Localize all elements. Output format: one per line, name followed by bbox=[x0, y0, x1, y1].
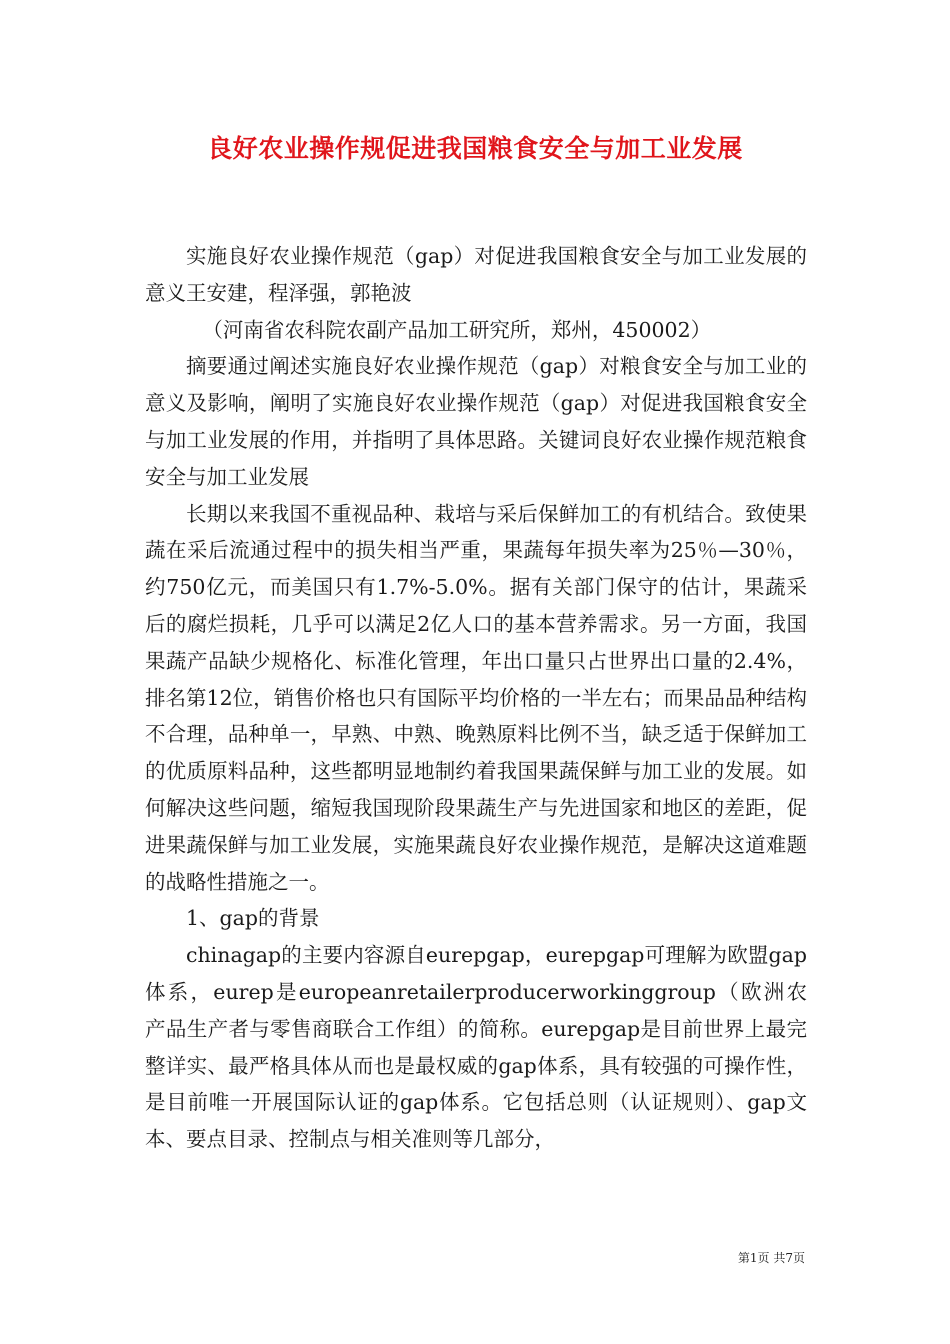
paragraph-background: 长期以来我国不重视品种、栽培与采后保鲜加工的有机结合。致使果蔬在采后流通过程中的损失相当严重，果蔬每年损失率为25％—30％，约750亿元，而美国只有1.7%-5.0%。据有关部门保守的估计，果蔬采后的腐烂损耗，几乎可以满足2亿人口的基本营养需求。另一方面，我国果蔬产品缺少规格化、标准化管理，年出口量只占世界出口量的2.4%，排名第12位，销售价格也只有国际平均价格的一半左右；而果品品种结构不合理，品种单一，早熟、中熟、晚熟原料比例不当，缺乏适于保鲜加工的优质原料品种，这些都明显地制约着我国果蔬保鲜与加工业的发展。如何解决这些问题，缩短我国现阶段果蔬生产与先进国家和地区的差距，促进果蔬保鲜与加工业发展，实施果蔬良好农业操作规范，是解决这道难题的战略性措施之一。 bbox=[145, 501, 807, 894]
paragraph-abstract: 摘要通过阐述实施良好农业操作规范（gap）对粮食安全与加工业的意义及影响，阐明了实施良好农业操作规范（gap）对促进我国粮食安全与加工业发展的作用，并指明了具体思路。关键词良好农业操作规范粮食安全与加工业发展 bbox=[145, 354, 807, 489]
section-heading-gap-background: 1、gap的背景 bbox=[186, 906, 320, 931]
paragraph-affiliation: （河南省农科院农副产品加工研究所，郑州，450002） bbox=[202, 317, 712, 342]
document-title: 良好农业操作规促进我国粮食安全与加工业发展 bbox=[207, 134, 743, 163]
document-body bbox=[145, 238, 807, 1158]
page-number: 第1页 共7页 bbox=[737, 1251, 805, 1265]
paragraph-chinagap: chinagap的主要内容源自eurepgap，eurepgap可理解为欧盟gap体系，eurep是europeanretailerproducerworkinggroup（欧洲农产品生产者与零售商联合工作组）的简称。eurepgap是目前世界上最完整详实、最严格具体从而也是最权威的gap体系，具有较强的可操作性，是目前唯一开展国际认证的gap体系。它包括总则（认证规则）、gap文本、要点目录、控制点与相关准则等几部分， bbox=[145, 943, 807, 1152]
paragraph-intro: 实施良好农业操作规范（gap）对促进我国粮食安全与加工业发展的意义王安建，程泽强，郭艳波 bbox=[145, 244, 807, 305]
